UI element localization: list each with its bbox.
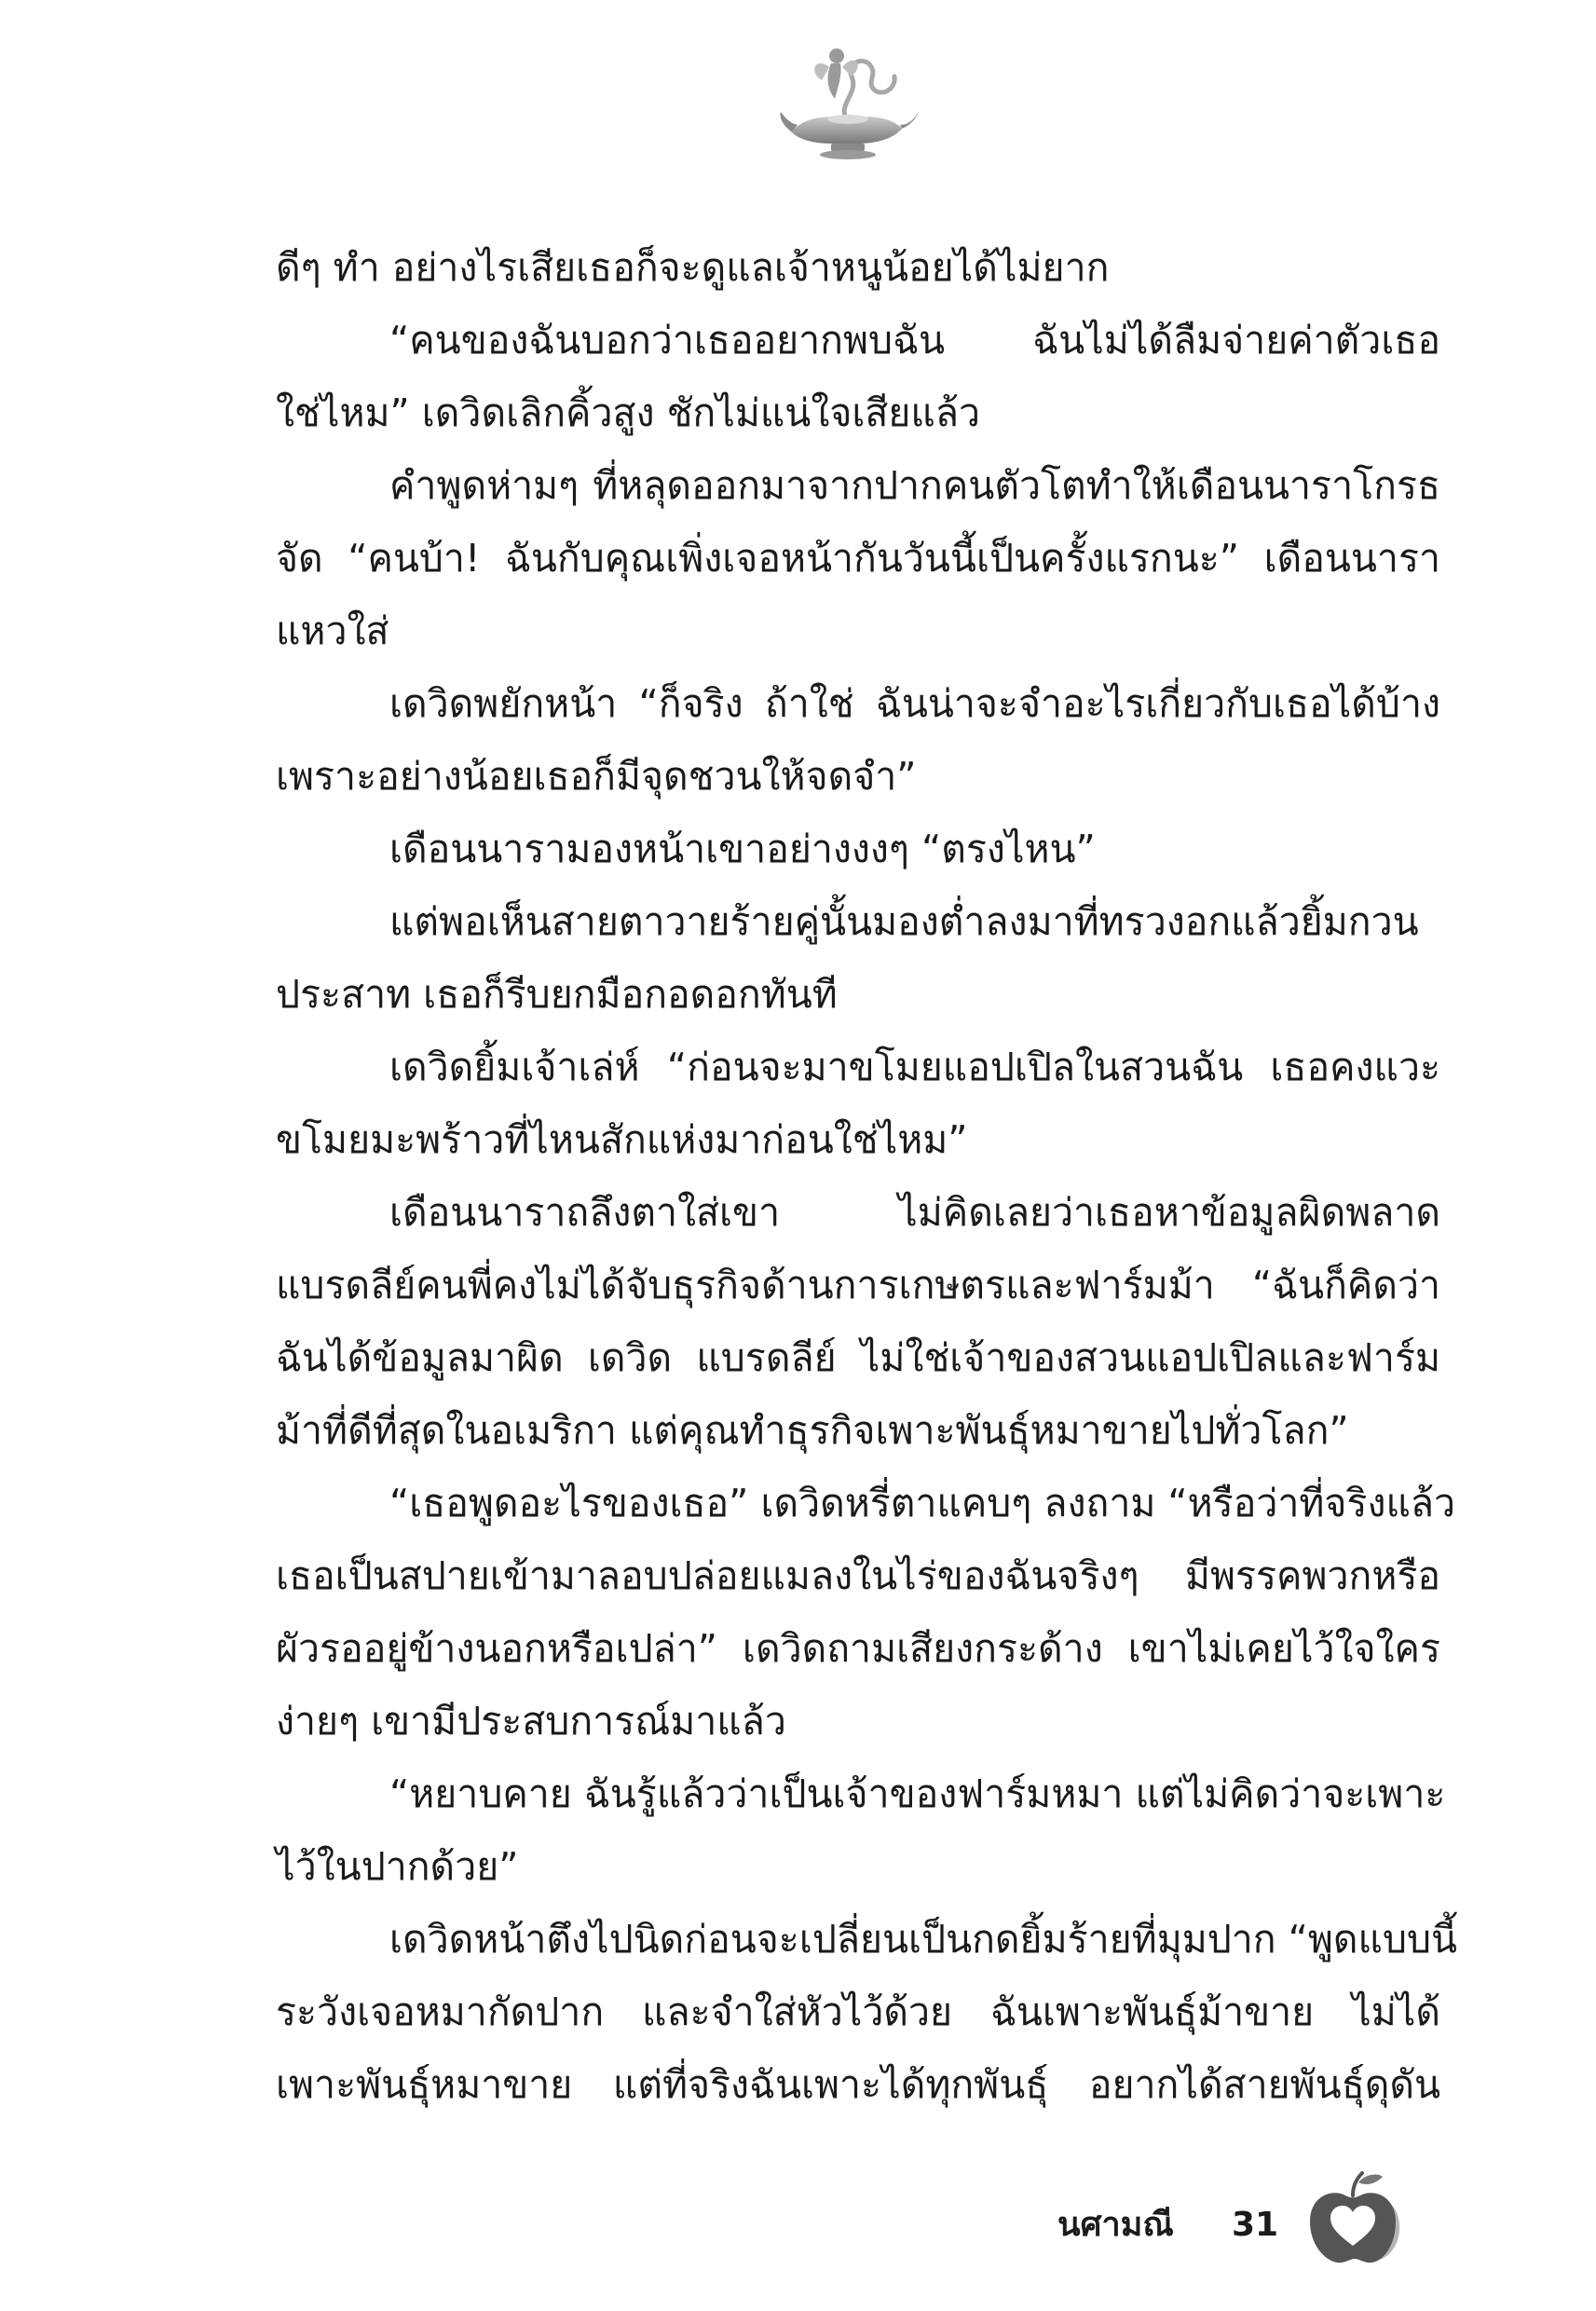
text-line: เพาะพันธุ์หมาขาย แต่ที่จริงฉันเพาะได้ทุกพันธุ์ อยากได้สายพันธุ์ดุดัน <box>276 2062 1440 2107</box>
text-line: แต่พอเห็นสายตาวายร้ายคู่นั้นมองต่ำลงมาที่ทรวงอกแล้วยิ้มกวน <box>389 899 1419 944</box>
text-line: ประสาท เธอก็รีบยกมือกอดอกทันที <box>276 972 838 1017</box>
apple-heart-icon <box>1304 2167 1407 2270</box>
text-line: ขโมยมะพร้าวที่ไหนสักแห่งมาก่อนใช่ไหม” <box>276 1117 968 1162</box>
page-footer <box>0 2160 1596 2281</box>
text-line: ดีๆ ทำ อย่างไรเสียเธอก็จะดูแลเจ้าหนูน้อยได้ไม่ยาก <box>276 245 1110 290</box>
text-line: เดวิดหน้าตึงไปนิดก่อนจะเปลี่ยนเป็นกดยิ้มร้ายที่มุมปาก “พูดแบบนี้ <box>389 1917 1458 1962</box>
text-line: ง่ายๆ เขามีประสบการณ์มาแล้ว <box>276 1699 786 1744</box>
text-line: “คนของฉันบอกว่าเธออยากพบฉัน ฉันไม่ได้ลืมจ่ายค่าตัวเธอ <box>389 318 1440 362</box>
text-line: ม้าที่ดีที่สุดในอเมริกา แต่คุณทำธุรกิจเพาะพันธุ์หมาขายไปทั่วโลก” <box>276 1408 1349 1453</box>
text-line: เดือนนารามองหน้าเขาอย่างงงๆ “ตรงไหน” <box>389 827 1096 871</box>
magic-lamp-icon <box>773 28 922 168</box>
text-line: ไว้ในปากด้วย” <box>276 1844 519 1889</box>
text-line: คำพูดห่ามๆ ที่หลุดออกมาจากปากคนตัวโตทำให้เดือนนาราโกรธ <box>389 463 1440 508</box>
text-line: แหวใส่ <box>276 609 389 653</box>
text-line: เดวิดยิ้มเจ้าเล่ห์ “ก่อนจะมาขโมยแอปเปิลในสวนฉัน เธอคงแวะ <box>389 1045 1440 1089</box>
text-line: ใช่ไหม” เดวิดเลิกคิ้วสูง ชักไม่แน่ใจเสียแล้ว <box>276 390 980 435</box>
text-line: ระวังเจอหมากัดปาก และจำใส่หัวไว้ด้วย ฉันเพาะพันธุ์ม้าขาย ไม่ได้ <box>276 1990 1440 2034</box>
text-line: “เธอพูดอะไรของเธอ” เดวิดหรี่ตาแคบๆ ลงถาม “หรือว่าที่จริงแล้ว <box>389 1481 1456 1525</box>
text-line: จัด “คนบ้า! ฉันกับคุณเพิ่งเจอหน้ากันวันนี้เป็นครั้งแรกนะ” เดือนนารา <box>276 536 1440 581</box>
text-line: เดือนนาราถลึงตาใส่เขา ไม่คิดเลยว่าเธอหาข้อมูลผิดพลาด <box>389 1190 1440 1235</box>
text-line: ผัวรออยู่ข้างนอกหรือเปล่า” เดวิดถามเสียงกระด้าง เขาไม่เคยไว้ใจใคร <box>276 1626 1440 1671</box>
text-line: เดวิดพยักหน้า “ก็จริง ถ้าใช่ ฉันน่าจะจำอะไรเกี่ยวกับเธอได้บ้าง <box>389 681 1440 726</box>
text-line: ฉันได้ข้อมูลมาผิด เดวิด แบรดลีย์ ไม่ใช่เจ้าของสวนแอปเปิลและฟาร์ม <box>276 1335 1440 1380</box>
body-text <box>276 231 1458 2121</box>
author-name: นศามณี <box>1057 2206 1174 2244</box>
text-line: แบรดลีย์คนพี่คงไม่ได้จับธุรกิจด้านการเกษตรและฟาร์มม้า “ฉันก็คิดว่า <box>276 1263 1440 1307</box>
text-line: เธอเป็นสปายเข้ามาลอบปล่อยแมลงในไร่ของฉันจริงๆ มีพรรคพวกหรือ <box>276 1553 1440 1598</box>
text-line: “หยาบคาย ฉันรู้แล้วว่าเป็นเจ้าของฟาร์มหมา แต่ไม่คิดว่าจะเพาะ <box>389 1771 1446 1816</box>
page-number: 31 <box>1232 2206 1279 2244</box>
text-line: เพราะอย่างน้อยเธอก็มีจุดชวนให้จดจำ” <box>276 754 917 799</box>
